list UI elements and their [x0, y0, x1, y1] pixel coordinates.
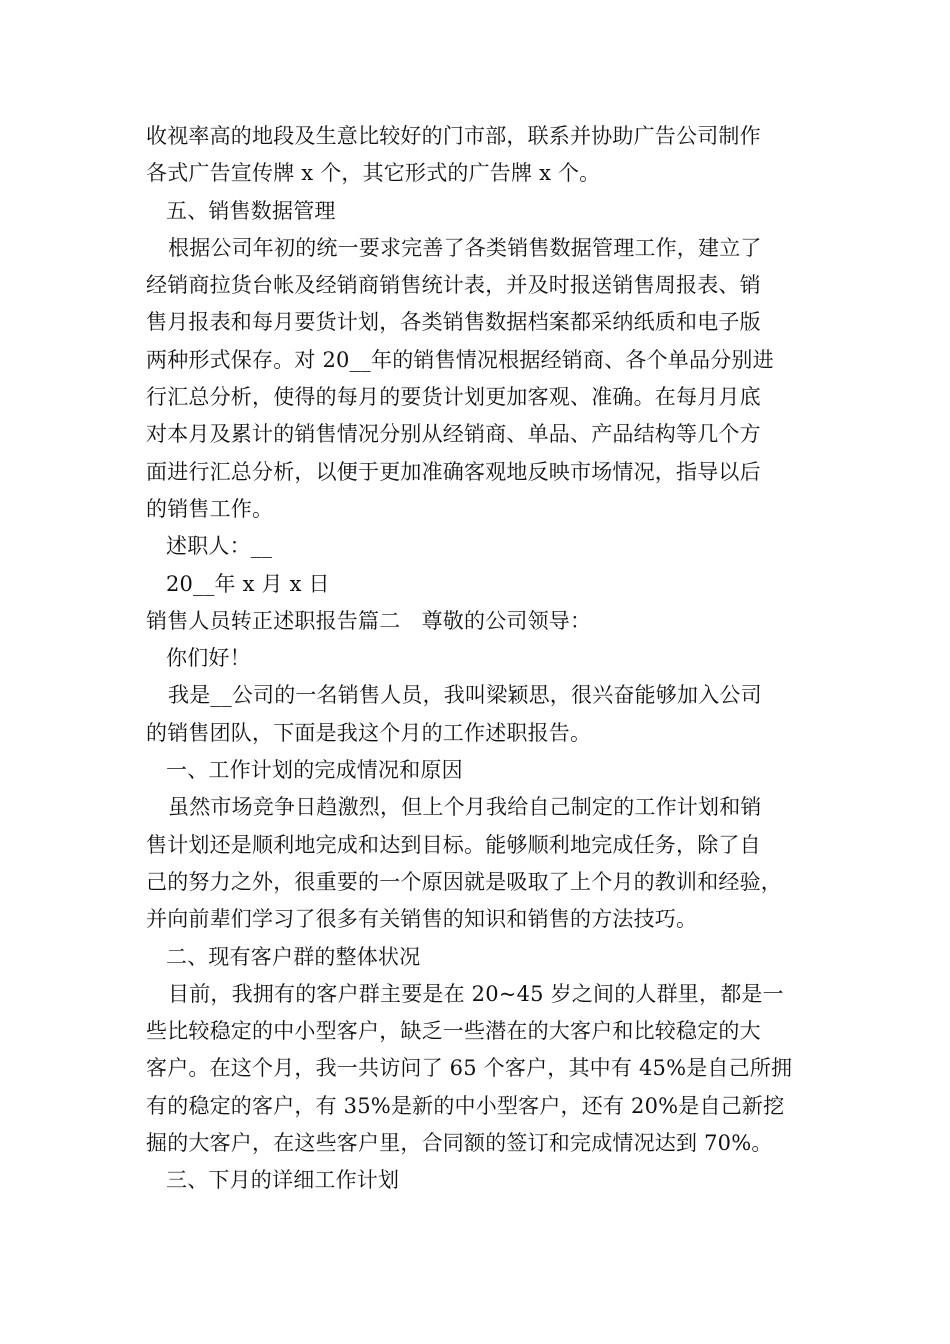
text-line: 并向前辈们学习了很多有关销售的知识和销售的方法技巧。 — [146, 907, 698, 932]
report-title: 销售人员转正述职报告篇二 尊敬的公司领导： — [146, 608, 592, 633]
text-line: 两种形式保存。对 20__年的销售情况根据经销商、各个单品分别进 — [146, 347, 774, 372]
text-line: 的销售团队，下面是我这个月的工作述职报告。 — [146, 720, 592, 745]
text-line: 我是__公司的一名销售人员，我叫梁颖思，很兴奋能够加入公司 — [168, 683, 762, 708]
text-line: 售计划还是顺利地完成和达到目标。能够顺利地完成任务，除了自 — [146, 832, 761, 857]
text-line: 售月报表和每月要货计划，各类销售数据档案都采纳纸质和电子版 — [146, 310, 761, 335]
text-line: 行汇总分析，使得的每月的要货计划更加客观、准确。在每月月底 — [146, 385, 761, 410]
text-line: 客户。在这个月，我一共访问了 65 个客户，其中有 45%是自己所拥 — [146, 1056, 793, 1081]
text-line: 掘的大客户，在这些客户里，合同额的签订和完成情况达到 70%。 — [146, 1131, 773, 1156]
text-line: 目前，我拥有的客户群主要是在 20~45 岁之间的人群里，都是一 — [168, 981, 784, 1006]
text-line: 些比较稳定的中小型客户，缺乏一些潜在的大客户和比较稳定的大 — [146, 1019, 761, 1044]
section-heading: 一、工作计划的完成情况和原因 — [166, 758, 463, 783]
text-line: 有的稳定的客户，有 35%是新的中小型客户，还有 20%是自己新挖 — [146, 1093, 785, 1118]
text-line: 根据公司年初的统一要求完善了各类销售数据管理工作，建立了 — [168, 235, 762, 260]
section-heading: 五、销售数据管理 — [166, 198, 336, 223]
text-line: 的销售工作。 — [146, 496, 274, 521]
text-line: 虽然市场竞争日趋激烈，但上个月我给自己制定的工作计划和销 — [168, 795, 762, 820]
text-line: 经销商拉货台帐及经销商销售统计表，并及时报送销售周报表、销 — [146, 273, 761, 298]
date-line: 20__年 x 月 x 日 — [166, 571, 330, 596]
text-line: 对本月及累计的销售情况分别从经销商、单品、产品结构等几个方 — [146, 422, 761, 447]
text-line: 己的努力之外，很重要的一个原因就是吸取了上个月的教训和经验， — [146, 869, 782, 894]
text-line: 各式广告宣传牌 x 个，其它形式的广告牌 x 个。 — [146, 161, 601, 186]
section-heading: 二、现有客户群的整体状况 — [166, 944, 421, 969]
text-line: 面进行汇总分析，以便于更加准确客观地反映市场情况，指导以后 — [146, 459, 761, 484]
section-heading: 三、下月的详细工作计划 — [166, 1168, 400, 1193]
document-body — [146, 118, 818, 1200]
greeting: 你们好！ — [166, 646, 251, 671]
text-line: 收视率高的地段及生意比较好的门市部，联系并协助广告公司制作 — [146, 124, 761, 148]
signature-label: 述职人：__ — [166, 534, 273, 559]
